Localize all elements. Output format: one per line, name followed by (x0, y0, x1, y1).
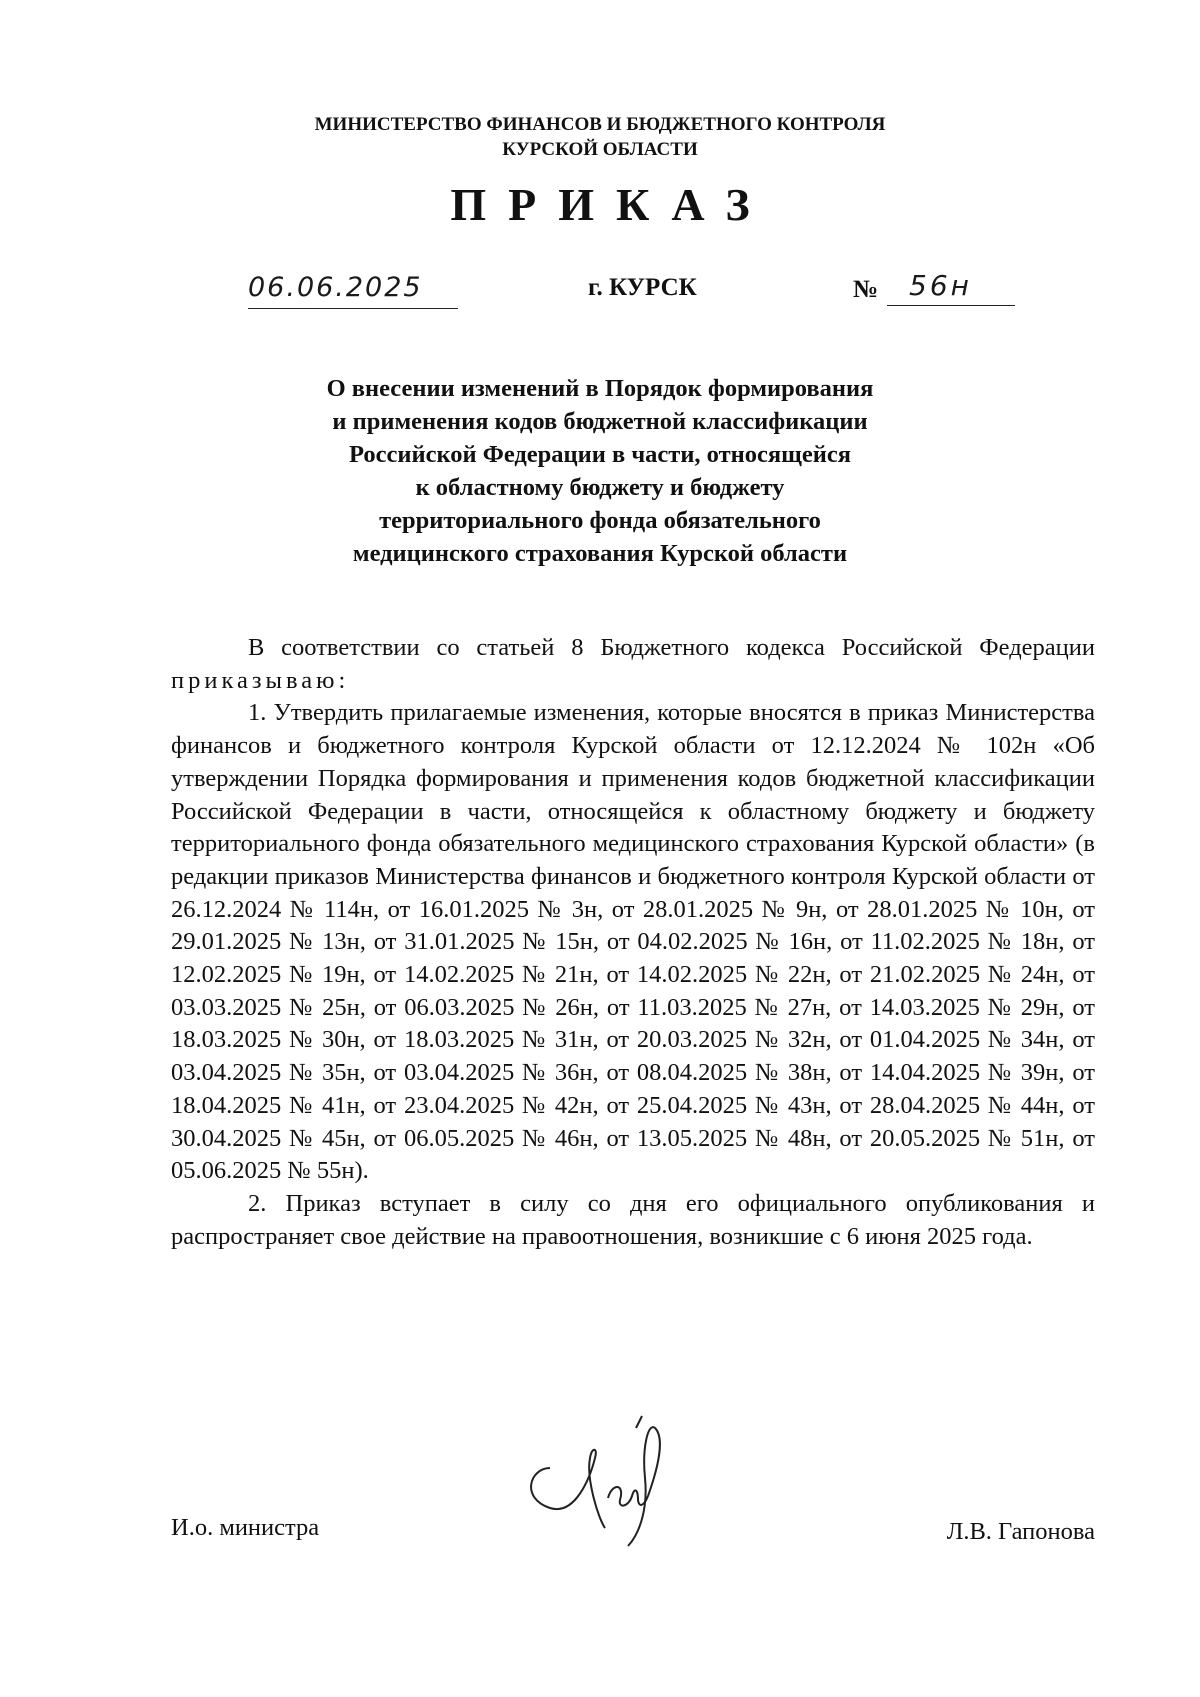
item-2-paragraph: 2. Приказ вступает в силу со дня его официального опубликования и распространяет свое действие на правоотношения, возникшие с 6 июня 2025 года. (171, 1189, 1095, 1250)
ministry-name-line1: МИНИСТЕРСТВО ФИНАНСОВ И БЮДЖЕТНОГО КОНТРОЛЯ (314, 114, 886, 135)
document-city: г. КУРСК (588, 274, 697, 301)
intro-paragraph (171, 632, 1095, 697)
signature-block (0, 1408, 1200, 1568)
document-body (171, 632, 1095, 1253)
document-subject (0, 372, 1200, 570)
subject-line: территориального фонда обязательного (379, 507, 821, 534)
signer-name: Л.В. Гапонова (946, 1518, 1095, 1545)
subject-line: Российской Федерации в части, относящейся (349, 441, 851, 468)
number-sign: № (853, 276, 879, 303)
document-meta-row (0, 268, 1200, 318)
document-number: 56н (887, 268, 1015, 306)
order-word: приказываю: (171, 666, 350, 694)
item-1-paragraph: 1. Утвердить прилагаемые изменения, которые вносятся в приказ Министерства финансов и бюджетного контроля Курской области от 12.12.2024 № 102н «Об утверждении Порядка формирования и применения кодов бюджетной классификации Российской Федерации в части, относящейся к областному бюджету и бюджету территориального фонда обязательного медицинского страхования Курской области» (в редакции приказов Министерства финансов и бюджетного контроля Курской области от 26.12.2024 № 114н, от 16.01.2025 № 3н, от 28.01.2025 № 9н, от 28.01.2025 № 10н, от 29.01.2025 № 13н, от 31.01.2025 № 15н, от 04.02.2025 № 16н, от 11.02.2025 № 18н, от 12.02.2025 № 19н, от 14.02.2025 № 21н, от 14.02.2025 № 22н, от 21.02.2025 № 24н, от 03.03.2025 № 25н, от 06.03.2025 № 26н, от 11.03.2025 № 27н, от 14.03.2025 № 29н, от 18.03.2025 № 30н, от 18.03.2025 № 31н, от 20.03.2025 № 32н, от 01.04.2025 № 34н, от 03.04.2025 № 35н, от 03.04.2025 № 36н, от 08.04.2025 № 38н, от 14.04.2025 № 39н, от 18.04.2025 № 41н, от 23.04.2025 № 42н, от 25.04.2025 № 43н, от 28.04.2025 № 44н, от 30.04.2025 № 45н, от 06.05.2025 № 46н, от 13.05.2025 № 48н, от 20.05.2025 № 51н, от 05.06.2025 № 55н). (171, 699, 1095, 1185)
intro-text: В соответствии со статьей 8 Бюджетного кодекса Российской Федерации (248, 634, 1095, 661)
ministry-name-line2: КУРСКОЙ ОБЛАСТИ (502, 139, 698, 160)
ministry-header (0, 112, 1200, 162)
subject-line: медицинского страхования Курской области (352, 540, 848, 567)
handwritten-signature (520, 1408, 700, 1548)
signer-position: И.о. министра (171, 1514, 320, 1541)
document-type-title: ПРИКАЗ (450, 179, 772, 230)
subject-line: к областному бюджету и бюджету (415, 474, 785, 501)
document-date: 06.06.2025 (248, 268, 458, 309)
subject-line: О внесении изменений в Порядок формирования (326, 375, 874, 402)
subject-line: и применения кодов бюджетной классификации (332, 408, 868, 435)
